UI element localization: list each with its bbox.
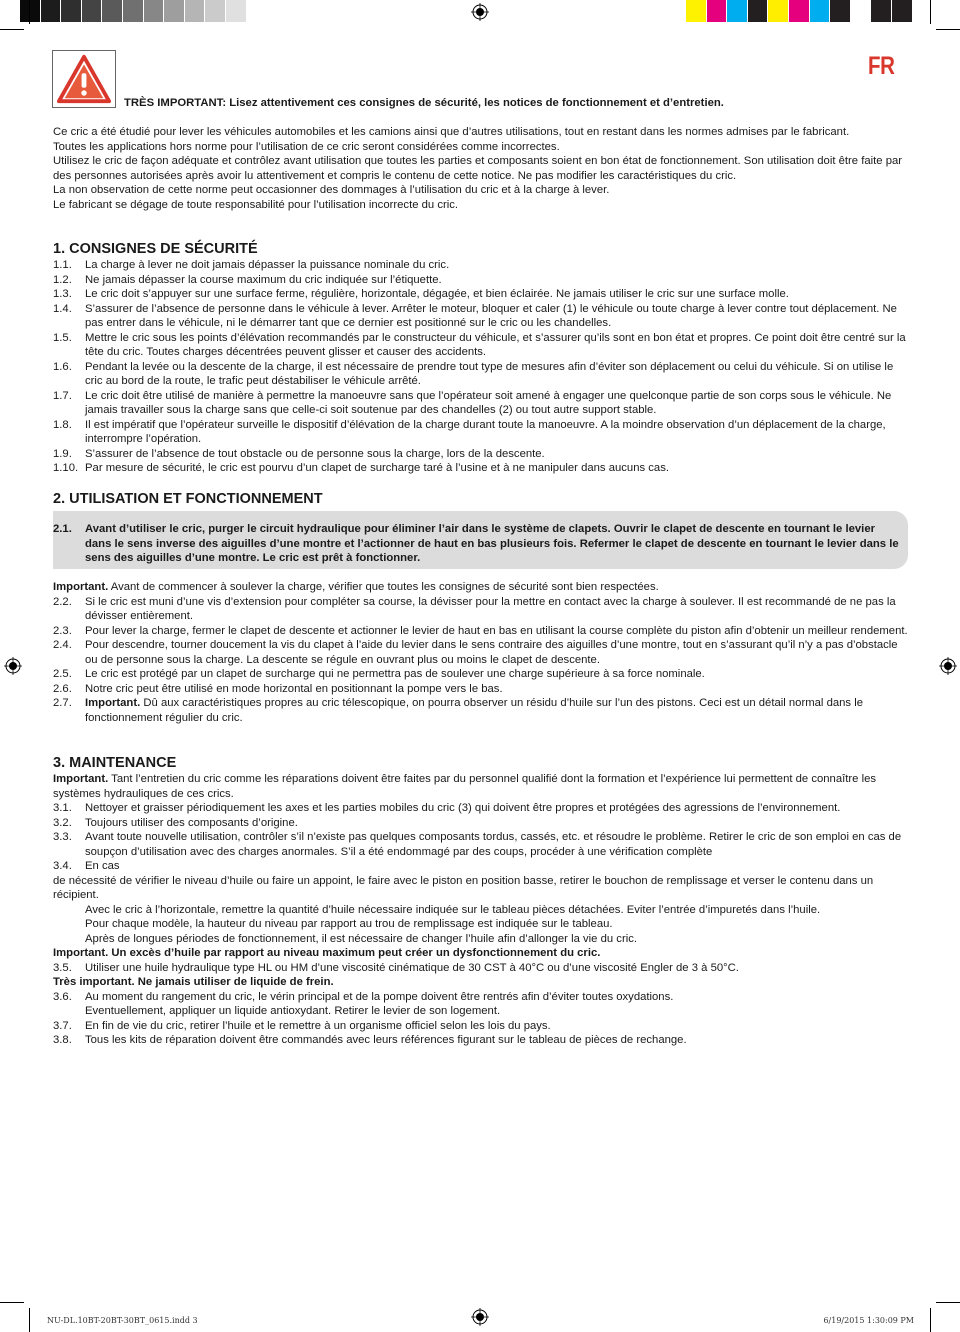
color-swatch xyxy=(123,0,144,22)
safety-list xyxy=(53,258,909,476)
list-item: 1.5. Mettre le cric sous les points d’élévation recommandés par le constructeur du véhicule, et s’assurer qu’ils sont en bon état et propres. Ce point doit être centré sur la tête du cric. Toutes charges décentrées peuvent glisser et causer des accidents. xyxy=(53,331,906,358)
list-item: 3.3. Avant toute nouvelle utilisation, contrôler s’il n’existe pas quelques composants tordus, cassés, etc. et résoudre le problème. Retirer le cric de son emploi en cas de soupçon d’utilisation avec des charges anormales. S’il a été endommagé par des coups, procéder à une vérification complète xyxy=(53,831,902,858)
cmyk-color-bar xyxy=(686,0,913,24)
list-item: 2.5. Le cric est protégé par un clapet de surcharge qui ne permettra pas de soulever une charge supérieure à sa force nominale. xyxy=(53,668,705,680)
footer-timestamp: 6/19/2015 1:30:09 PM xyxy=(823,1316,914,1325)
color-swatch xyxy=(61,0,82,22)
bold-warning: Très important. Ne jamais utiliser de liquide de frein. xyxy=(53,976,334,988)
registration-mark-icon xyxy=(471,1308,489,1326)
bold-warning: Important. Un excès d’huile par rapport au niveau maximum peut créer un dysfonctionnement du cric. xyxy=(53,947,601,959)
color-swatch xyxy=(205,0,226,22)
intro-paragraph: Ce cric a été étudié pour lever les véhicules automobiles et les camions ainsi que d’autres utilisations, tout en restant dans les normes admises par le fabricant. xyxy=(53,126,850,138)
language-code: FR xyxy=(868,52,895,80)
color-swatch xyxy=(892,0,913,22)
color-swatch xyxy=(810,0,831,22)
list-item: 3.6. Au moment du rangement du cric, le vérin principal et de la pompe doivent être rentrés afin d’éviter toutes oxydations. xyxy=(53,990,674,1003)
color-swatch xyxy=(871,0,892,22)
warning-triangle-icon xyxy=(52,50,116,108)
list-item: 2.3. Pour lever la charge, fermer le clapet de descente et actionner le levier de haut en bas en utilisant la course complète du piston afin d’obtenir un meilleur rendement. xyxy=(53,624,908,637)
indented-line: Après de longues périodes de fonctionnement, il est nécessaire de changer l’huile afin d’allonger la vie du cric. xyxy=(85,932,637,945)
color-swatch xyxy=(20,0,41,22)
list-item: 1.10. Par mesure de sécurité, le cric est pourvu d’un clapet de surcharge taré à l’usine et à ne manipuler dans aucuns cas. xyxy=(53,462,669,474)
crop-mark xyxy=(930,1308,931,1332)
crop-mark xyxy=(936,1302,960,1303)
intro-text xyxy=(53,125,909,212)
grayscale-color-bar xyxy=(20,0,247,24)
indented-line: Pour chaque modèle, la hauteur du niveau par rapport au trou de remplissage est indiquée sur le tableau. xyxy=(85,918,613,930)
color-swatch xyxy=(82,0,103,22)
list-item: 1.7. Le cric doit être utilisé de manière à permettre la manoeuvre sans que l’opérateur soit amené à engager une quelconque partie de son corps sous le véhicule. Ne jamais travailler sous la charge sans que celle-ci soit soutenue par des chandelles (2) ou tout autre support stable. xyxy=(53,389,892,416)
indented-line: Eventuellement, appliquer un liquide antioxydant. Retirer le levier de son logement. xyxy=(85,1005,501,1017)
list-item: 3.4. En cas xyxy=(53,860,120,872)
crop-mark xyxy=(930,0,931,24)
important-note: Important. Avant de commencer à soulever la charge, vérifier que toutes les consignes de sécurité sont bien respectées. xyxy=(53,581,659,593)
intro-paragraph: Toutes les applications hors norme pour l’utilisation de ce cric seront considérées comme incorrectes. xyxy=(53,140,560,153)
color-swatch xyxy=(41,0,62,22)
indented-line: Avec le cric à l’horizontale, remettre la quantité d’huile nécessaire indiquée sur le tableau pièces détachées. Eviter l’entrée d’impuretés dans l’huile. xyxy=(85,903,821,916)
list-item: 1.1. La charge à lever ne doit jamais dépasser la puissance nominale du cric. xyxy=(53,259,450,271)
list-item: 3.5. Utiliser une huile hydraulique type HL ou HM d’une viscosité cinématique de 30 CST à 40°C ou d’une viscosité Engler de 3 à 50°C. xyxy=(53,961,739,974)
crop-mark xyxy=(0,1302,24,1303)
list-item: 2.4. Pour descendre, tourner doucement la vis du clapet à l’aide du levier dans le sens contraire des aiguilles d’une montre, tout en s’assurant qu’il n’y a pas d’obstacle ou de personne sous la charge. La descente se régule en ouvrant plus ou moins le clapet de descente. xyxy=(53,639,898,666)
color-swatch xyxy=(851,0,872,22)
list-item: 3.7. En fin de vie du cric, retirer l’huile et le remettre à un organisme officiel selon les lois du pays. xyxy=(53,1019,551,1032)
list-item: 1.9. S’assurer de l’absence de tout obstacle ou de personne sous la charge, lors de la descente. xyxy=(53,447,545,460)
list-item: 2.7. Important. Dû aux caractéristiques propres au cric télescopique, on pourra observer un résidu d’huile sur l’un des pistons. Ceci est un détail normal dans le fonctionnement régulier du cric. xyxy=(53,697,863,724)
list-item: 1.3. Le cric doit s’appuyer sur une surface ferme, régulière, horizontale, dégagée, et bien éclairée. Ne jamais utiliser le cric sur une surface molle. xyxy=(53,288,789,300)
color-swatch xyxy=(748,0,769,22)
section-title: 1. CONSIGNES DE SÉCURITÉ xyxy=(53,241,258,257)
intro-paragraph: Le fabricant se dégage de toute responsabilité pour l’utilisation incorrecte du cric. xyxy=(53,198,459,211)
important-notice: TRÈS IMPORTANT: Lisez attentivement ces consignes de sécurité, les notices de fonctionnement et d’entretien. xyxy=(124,97,724,109)
color-swatch xyxy=(164,0,185,22)
paragraph: de nécessité de vérifier le niveau d’huile ou faire un appoint, le faire avec le piston en position basse, retirer le bouchon de remplissage et verser le contenu dans un récipient. xyxy=(53,874,874,901)
intro-paragraph: La non observation de cette norme peut occasionner des dommages à l’utilisation du cric et à la charge à lever. xyxy=(53,184,610,196)
maintenance-list xyxy=(53,772,909,1048)
crop-mark xyxy=(0,29,24,30)
list-item: 1.8. Il est impératif que l’opérateur surveille le dispositif d’élévation de la charge durant toute la manoeuvre. A la moindre observation d’un déplacement de la charge, interrompre l’opération. xyxy=(53,418,886,445)
color-swatch xyxy=(768,0,789,22)
list-item: 1.6. Pendant la levée ou la descente de la charge, il est nécessaire de prendre tout type de mesures afin d’éviter son déplacement ou celui du véhicule. Si on utilise le cric au bord de la route, le trafic peut déstabiliser le véhicule arrêté. xyxy=(53,360,894,387)
intro-paragraph: Utilisez le cric de façon adéquate et contrôlez avant utilisation que toutes les parties et composants soient en bon état de fonctionnement. Son utilisation doit être faite par des personnes autorisées après avoir lu attentivement et compris le contenu de cette notice. Ne pas modifier les caractéristiques du cric. xyxy=(53,155,903,182)
color-swatch xyxy=(727,0,748,22)
color-swatch xyxy=(707,0,728,22)
section-title: 3. MAINTENANCE xyxy=(53,755,177,771)
list-item: 2.6. Notre cric peut être utilisé en mode horizontal en positionnant la pompe vers le bas. xyxy=(53,682,503,695)
crop-mark xyxy=(936,29,960,30)
color-swatch xyxy=(789,0,810,22)
color-swatch xyxy=(686,0,707,22)
usage-list xyxy=(53,580,909,725)
crop-mark xyxy=(29,1308,30,1332)
highlighted-list-item: 2.1. Avant d’utiliser le cric, purger le circuit hydraulique pour éliminer l’air dans le système de clapets. Ouvrir le clapet de descente en tournant le levier dans le sens inverse des aiguilles d’une montre et l’actionner de haut en bas plusieurs fois. Refermer le clapet de descente en tournant le levier dans le sens des aiguilles d’une montre. Le cric est prêt à fonctionner. xyxy=(53,523,899,564)
color-swatch xyxy=(144,0,165,22)
list-item: 3.1. Nettoyer et graisser périodiquement les axes et les parties mobiles du cric (3) qui doivent être propres et protégées des agressions de l’environnement. xyxy=(53,802,841,814)
registration-mark-icon xyxy=(4,657,22,675)
color-swatch xyxy=(102,0,123,22)
footer-filename: NU-DL.10BT-20BT-30BT_0615.indd 3 xyxy=(47,1316,198,1325)
registration-mark-icon xyxy=(939,657,957,675)
section-title: 2. UTILISATION ET FONCTIONNEMENT xyxy=(53,491,323,507)
registration-mark-icon xyxy=(471,3,489,21)
list-item: 2.2. Si le cric est muni d’une vis d’extension pour compléter sa course, la dévisser pour la mettre en contact avec la charge à soulever. Il est recommandé de ne pas la dévisser entièrement. xyxy=(53,595,896,622)
list-item: 3.8. Tous les kits de réparation doivent être commandés avec leurs références figurant sur le tableau de pièces de rechange. xyxy=(53,1034,687,1046)
color-swatch xyxy=(226,0,247,22)
color-swatch xyxy=(185,0,206,22)
color-swatch xyxy=(830,0,851,22)
list-item: 1.2. Ne jamais dépasser la course maximum du cric indiquée sur l’étiquette. xyxy=(53,273,442,286)
important-note: Important. Tant l’entretien du cric comme les réparations doivent être faites par du personnel qualifié dont la formation et l’expérience lui permettent de connaître les systèmes hydrauliques de ces crics. xyxy=(53,773,877,800)
list-item: 1.4. S’assurer de l’absence de personne dans le véhicule à lever. Arrêter le moteur, bloquer et caler (1) le véhicule ou toute charge à lever contre tout déplacement. Ne pas entrer dans le véhicule, ni le démarrer tant que ce dernier est positionné sur le cric ou les chandelles. xyxy=(53,302,897,329)
crop-mark xyxy=(29,0,30,24)
list-item: 3.2. Toujours utiliser des composants d’origine. xyxy=(53,816,298,829)
